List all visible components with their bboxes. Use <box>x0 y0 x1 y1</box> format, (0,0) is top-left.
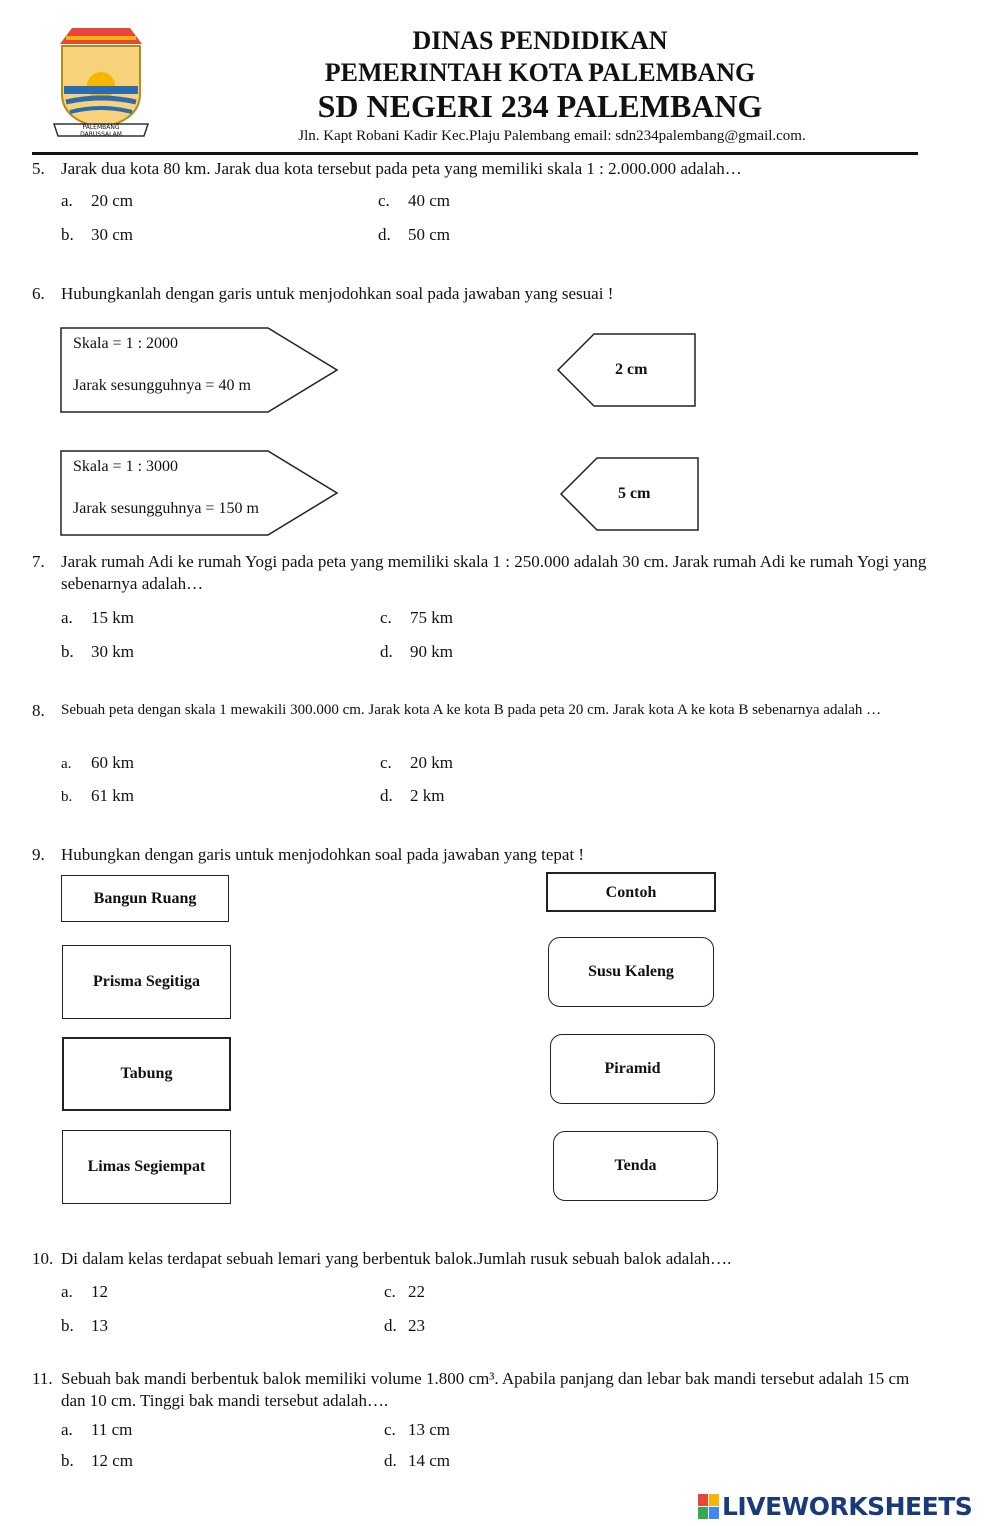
q9-right-item-1[interactable]: Susu Kaleng <box>548 937 714 1007</box>
logo-ribbon-text: PALEMBANG DARUSSALAM <box>80 124 122 138</box>
option-c: c. 75 km <box>380 608 453 627</box>
question-text: Sebuah bak mandi berbentuk balok memiliki volume 1.800 cm³. Apabila panjang dan lebar bak mandi tersebut adalah 15 cm dan 10 cm. Tinggi bak mandi tersebut adalah…. <box>61 1369 910 1410</box>
q6-left1-scale: Skala = 1 : 2000 <box>73 335 179 352</box>
header-line-1: DINAS PENDIDIKAN <box>412 26 668 55</box>
option-c: c. 20 km <box>380 753 453 772</box>
option-b: b. 30 km <box>61 642 134 661</box>
option-b: b. 13 <box>61 1316 108 1335</box>
option-a: a. 15 km <box>61 608 134 627</box>
question-number: 5. <box>32 159 45 178</box>
liveworksheets-icon <box>698 1494 720 1520</box>
header-school-name: SD NEGERI 234 PALEMBANG <box>317 88 763 124</box>
option-d: d. 90 km <box>380 642 453 661</box>
q9-left-item-3[interactable]: Limas Segiempat <box>62 1130 231 1204</box>
option-b: b. 12 cm <box>61 1451 134 1470</box>
option-d: d. 50 cm <box>378 225 451 244</box>
option-c: c. 22 <box>384 1282 425 1301</box>
question-text: Jarak dua kota 80 km. Jarak dua kota tersebut pada peta yang memiliki skala 1 : 2.000.000 adalah… <box>61 159 742 178</box>
question-number: 10. <box>32 1249 54 1268</box>
option-b: b. 30 cm <box>61 225 134 244</box>
liveworksheets-logo[interactable] <box>698 1492 994 1522</box>
question-number: 7. <box>32 552 45 571</box>
q9-right-item-3[interactable]: Tenda <box>553 1131 718 1201</box>
q9-right-header: Contoh <box>546 872 716 912</box>
q6-left2-scale: Skala = 1 : 3000 <box>73 458 179 475</box>
question-text: Hubungkanlah dengan garis untuk menjodohkan soal pada jawaban yang sesuai ! <box>61 284 614 303</box>
q9-right-item-2[interactable]: Piramid <box>550 1034 715 1104</box>
q6-left2-distance: Jarak sesungguhnya = 150 m <box>73 500 259 517</box>
option-a: a. 11 cm <box>61 1420 133 1439</box>
option-a: a. 12 <box>61 1282 108 1301</box>
liveworksheets-text: LIVEWORKSHEETS <box>722 1492 973 1521</box>
q9-left-header: Bangun Ruang <box>61 875 229 922</box>
option-b: b. 61 km <box>61 786 134 805</box>
option-d: d. 2 km <box>380 786 445 805</box>
option-a: a. 20 cm <box>61 191 134 210</box>
q9-left-item-1[interactable]: Prisma Segitiga <box>62 945 231 1019</box>
option-c: c. 13 cm <box>384 1420 451 1439</box>
q6-right2-answer: 5 cm <box>618 485 651 502</box>
question-9 <box>32 844 932 866</box>
question-text: Di dalam kelas terdapat sebuah lemari yang berbentuk balok.Jumlah rusuk sebuah balok adalah…. <box>61 1249 732 1268</box>
question-10 <box>32 1248 932 1270</box>
option-a: a. 60 km <box>61 753 134 772</box>
question-number: 8. <box>32 701 45 720</box>
question-number: 9. <box>32 845 45 864</box>
question-11 <box>32 1368 932 1412</box>
option-d: d. 23 <box>384 1316 425 1335</box>
header-line-2: PEMERINTAH KOTA PALEMBANG <box>324 58 756 87</box>
question-8 <box>32 700 932 721</box>
header-address: Jln. Kapt Robani Kadir Kec.Plaju Palembang email: sdn234palembang@gmail.com. <box>298 128 806 144</box>
option-c: c. 40 cm <box>378 191 451 210</box>
option-d: d. 14 cm <box>384 1451 451 1470</box>
question-text: Jarak rumah Adi ke rumah Yogi pada peta yang memiliki skala 1 : 250.000 adalah 30 cm. Jarak rumah Adi ke rumah Yogi yang sebenarnya adalah… <box>61 552 927 593</box>
q9-left-item-2[interactable]: Tabung <box>62 1037 231 1111</box>
q6-left1-distance: Jarak sesungguhnya = 40 m <box>73 377 251 394</box>
question-text: Hubungkan dengan garis untuk menjodohkan soal pada jawaban yang tepat ! <box>61 845 585 864</box>
question-text: Sebuah peta dengan skala 1 mewakili 300.000 cm. Jarak kota A ke kota B pada peta 20 cm. Jarak kota A ke kota B sebenarnya adalah … <box>61 702 882 718</box>
question-number: 6. <box>32 284 45 303</box>
question-7 <box>32 551 932 595</box>
question-number: 11. <box>32 1369 53 1388</box>
q6-right1-answer: 2 cm <box>615 361 648 378</box>
